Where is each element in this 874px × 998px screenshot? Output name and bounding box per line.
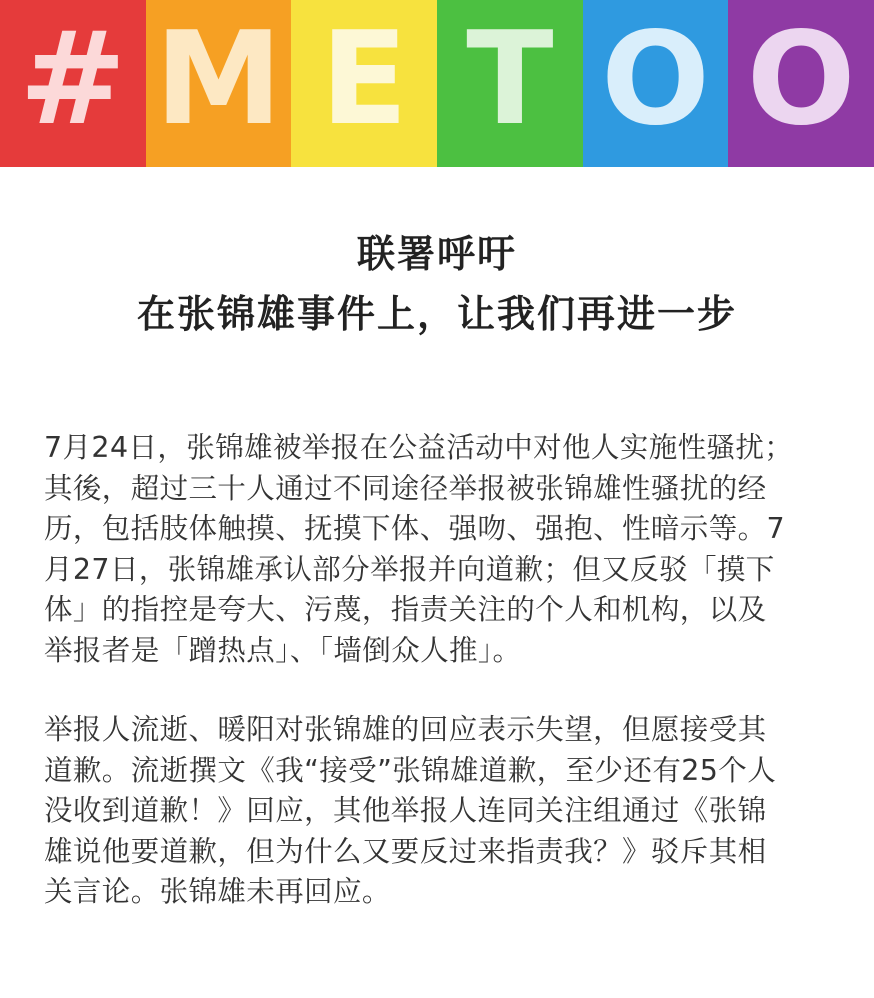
paragraph-line: 月27日，张锦雄承认部分举报并向道歉；但又反驳「摸下: [44, 552, 775, 586]
banner-tile-e: [291, 0, 437, 167]
paragraph-2: [44, 710, 834, 913]
paragraph-line: 道歉。流逝撰文《我“接受”张锦雄道歉，至少还有25个人: [44, 753, 777, 787]
paragraph-line: 历，包括肢体触摸、抚摸下体、强吻、强抱、性暗示等。7: [44, 512, 786, 545]
banner-tile-hash: [0, 0, 146, 167]
paragraph-line: 举报者是「蹭热点」、「墙倒众人推」。: [44, 633, 522, 667]
paragraph-line: 举报人流逝、暖阳对张锦雄的回应表示失望，但愿接受其: [44, 713, 767, 746]
title-line-1: 联署呼吁: [356, 232, 517, 276]
metoo-banner: [0, 0, 874, 167]
banner-letter-e: E: [320, 4, 408, 154]
paragraph-line: 雄说他要道歉，但为什么又要反过来指责我？》驳斥其相: [44, 834, 767, 868]
banner-letter-o1: O: [601, 4, 710, 154]
banner-tile-o2: [728, 0, 874, 167]
banner-letter-t: T: [466, 4, 554, 154]
paragraph-line: 关言论。张锦雄未再回应。: [44, 875, 391, 908]
banner-letter-o2: O: [746, 4, 856, 154]
paragraph-line: 没收到道歉！》回应，其他举报人连同关注组通过《张锦: [44, 794, 767, 827]
article-body: [0, 428, 874, 913]
banner-letter-hash: #: [19, 4, 127, 154]
banner-tile-t: [437, 0, 583, 167]
paragraph-1: [44, 428, 834, 671]
banner-tile-o1: [583, 0, 729, 167]
banner-letter-m: M: [154, 4, 283, 154]
paragraph-line: 体」的指控是夸大、污蔑，指责关注的个人和机构，以及: [44, 593, 767, 626]
banner-tile-m: [146, 0, 292, 167]
paragraph-line: 其後，超过三十人通过不同途径举报被张锦雄性骚扰的经: [44, 471, 767, 505]
title-line-2: 在张锦雄事件上，让我们再进一步: [136, 292, 737, 336]
paragraph-line: 7月24日，张锦雄被举报在公益活动中对他人实施性骚扰；: [44, 431, 794, 464]
article-title: [0, 224, 874, 344]
